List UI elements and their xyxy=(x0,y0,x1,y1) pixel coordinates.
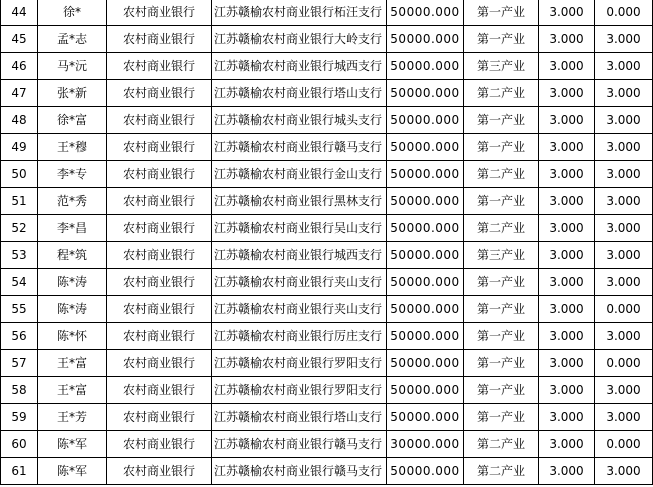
cell-value-1[interactable]: 3.000 xyxy=(539,161,595,188)
cell-bank-type[interactable]: 农村商业银行 xyxy=(107,296,212,323)
cell-row-number[interactable]: 57 xyxy=(1,350,38,377)
cell-bank-type[interactable]: 农村商业银行 xyxy=(107,404,212,431)
cell-amount[interactable]: 50000.000 xyxy=(387,242,464,269)
cell-bank-type[interactable]: 农村商业银行 xyxy=(107,269,212,296)
cell-bank-type[interactable]: 农村商业银行 xyxy=(107,134,212,161)
cell-amount[interactable]: 50000.000 xyxy=(387,53,464,80)
cell-bank-type[interactable]: 农村商业银行 xyxy=(107,53,212,80)
cell-masked-name[interactable]: 李*昌 xyxy=(38,215,107,242)
table-row[interactable] xyxy=(1,458,653,485)
cell-amount[interactable]: 50000.000 xyxy=(387,0,464,26)
table-row[interactable] xyxy=(1,107,653,134)
cell-amount[interactable]: 50000.000 xyxy=(387,26,464,53)
cell-bank-branch[interactable]: 江苏赣榆农村商业银行吴山支行 xyxy=(212,215,387,242)
cell-bank-type[interactable]: 农村商业银行 xyxy=(107,377,212,404)
cell-value-2[interactable]: 3.000 xyxy=(595,80,653,107)
cell-value-2[interactable]: 3.000 xyxy=(595,458,653,485)
table-row[interactable] xyxy=(1,269,653,296)
cell-bank-type[interactable]: 农村商业银行 xyxy=(107,323,212,350)
cell-row-number[interactable]: 50 xyxy=(1,161,38,188)
cell-value-2[interactable]: 3.000 xyxy=(595,188,653,215)
cell-amount[interactable]: 50000.000 xyxy=(387,377,464,404)
cell-value-2[interactable]: 0.000 xyxy=(595,296,653,323)
cell-value-1[interactable]: 3.000 xyxy=(539,269,595,296)
cell-value-1[interactable]: 3.000 xyxy=(539,134,595,161)
cell-masked-name[interactable]: 陈*军 xyxy=(38,458,107,485)
cell-bank-branch[interactable]: 江苏赣榆农村商业银行大岭支行 xyxy=(212,26,387,53)
cell-amount[interactable]: 50000.000 xyxy=(387,350,464,377)
cell-row-number[interactable]: 60 xyxy=(1,431,38,458)
table-row[interactable] xyxy=(1,53,653,80)
cell-value-2[interactable]: 3.000 xyxy=(595,107,653,134)
cell-masked-name[interactable]: 张*新 xyxy=(38,80,107,107)
table-row[interactable] xyxy=(1,161,653,188)
cell-row-number[interactable]: 47 xyxy=(1,80,38,107)
cell-masked-name[interactable]: 王*富 xyxy=(38,350,107,377)
cell-value-1[interactable]: 3.000 xyxy=(539,242,595,269)
cell-value-2[interactable]: 3.000 xyxy=(595,215,653,242)
cell-row-number[interactable]: 55 xyxy=(1,296,38,323)
cell-bank-branch[interactable]: 江苏赣榆农村商业银行夹山支行 xyxy=(212,296,387,323)
cell-value-2[interactable]: 3.000 xyxy=(595,134,653,161)
cell-row-number[interactable]: 52 xyxy=(1,215,38,242)
cell-industry[interactable]: 第一产业 xyxy=(464,188,539,215)
cell-amount[interactable]: 50000.000 xyxy=(387,296,464,323)
cell-bank-type[interactable]: 农村商业银行 xyxy=(107,242,212,269)
cell-value-1[interactable]: 3.000 xyxy=(539,0,595,26)
cell-industry[interactable]: 第三产业 xyxy=(464,242,539,269)
table-row[interactable] xyxy=(1,215,653,242)
cell-bank-type[interactable]: 农村商业银行 xyxy=(107,107,212,134)
table-row[interactable] xyxy=(1,296,653,323)
cell-bank-branch[interactable]: 江苏赣榆农村商业银行城西支行 xyxy=(212,53,387,80)
cell-industry[interactable]: 第二产业 xyxy=(464,431,539,458)
cell-masked-name[interactable]: 陈*涛 xyxy=(38,269,107,296)
cell-row-number[interactable]: 53 xyxy=(1,242,38,269)
table-row[interactable] xyxy=(1,134,653,161)
cell-value-2[interactable]: 3.000 xyxy=(595,242,653,269)
cell-row-number[interactable]: 59 xyxy=(1,404,38,431)
cell-amount[interactable]: 50000.000 xyxy=(387,458,464,485)
cell-industry[interactable]: 第二产业 xyxy=(464,80,539,107)
cell-bank-branch[interactable]: 江苏赣榆农村商业银行罗阳支行 xyxy=(212,350,387,377)
cell-amount[interactable]: 50000.000 xyxy=(387,188,464,215)
cell-industry[interactable]: 第二产业 xyxy=(464,161,539,188)
cell-row-number[interactable]: 51 xyxy=(1,188,38,215)
cell-value-1[interactable]: 3.000 xyxy=(539,188,595,215)
cell-industry[interactable]: 第一产业 xyxy=(464,404,539,431)
cell-row-number[interactable]: 49 xyxy=(1,134,38,161)
cell-bank-type[interactable]: 农村商业银行 xyxy=(107,161,212,188)
cell-masked-name[interactable]: 陈*涛 xyxy=(38,296,107,323)
cell-industry[interactable]: 第二产业 xyxy=(464,458,539,485)
table-row[interactable] xyxy=(1,26,653,53)
cell-bank-type[interactable]: 农村商业银行 xyxy=(107,188,212,215)
cell-value-1[interactable]: 3.000 xyxy=(539,215,595,242)
cell-value-1[interactable]: 3.000 xyxy=(539,431,595,458)
cell-value-1[interactable]: 3.000 xyxy=(539,296,595,323)
cell-value-1[interactable]: 3.000 xyxy=(539,377,595,404)
table-row[interactable] xyxy=(1,188,653,215)
table-row[interactable] xyxy=(1,80,653,107)
cell-value-1[interactable]: 3.000 xyxy=(539,107,595,134)
cell-value-1[interactable]: 3.000 xyxy=(539,350,595,377)
cell-bank-branch[interactable]: 江苏赣榆农村商业银行金山支行 xyxy=(212,161,387,188)
cell-value-2[interactable]: 0.000 xyxy=(595,350,653,377)
cell-masked-name[interactable]: 程*筑 xyxy=(38,242,107,269)
cell-bank-branch[interactable]: 江苏赣榆农村商业银行赣马支行 xyxy=(212,431,387,458)
cell-row-number[interactable]: 54 xyxy=(1,269,38,296)
cell-amount[interactable]: 30000.000 xyxy=(387,431,464,458)
cell-bank-type[interactable]: 农村商业银行 xyxy=(107,431,212,458)
cell-amount[interactable]: 50000.000 xyxy=(387,269,464,296)
cell-value-2[interactable]: 3.000 xyxy=(595,404,653,431)
cell-bank-type[interactable]: 农村商业银行 xyxy=(107,80,212,107)
cell-industry[interactable]: 第二产业 xyxy=(464,215,539,242)
cell-masked-name[interactable]: 陈*怀 xyxy=(38,323,107,350)
cell-industry[interactable]: 第一产业 xyxy=(464,323,539,350)
cell-bank-type[interactable]: 农村商业银行 xyxy=(107,26,212,53)
cell-amount[interactable]: 50000.000 xyxy=(387,134,464,161)
cell-amount[interactable]: 50000.000 xyxy=(387,404,464,431)
cell-amount[interactable]: 50000.000 xyxy=(387,80,464,107)
cell-value-1[interactable]: 3.000 xyxy=(539,53,595,80)
table-row[interactable] xyxy=(1,350,653,377)
cell-bank-branch[interactable]: 江苏赣榆农村商业银行黑林支行 xyxy=(212,188,387,215)
cell-bank-type[interactable]: 农村商业银行 xyxy=(107,350,212,377)
cell-industry[interactable]: 第一产业 xyxy=(464,107,539,134)
cell-bank-branch[interactable]: 江苏赣榆农村商业银行城西支行 xyxy=(212,242,387,269)
cell-row-number[interactable]: 58 xyxy=(1,377,38,404)
cell-masked-name[interactable]: 王*芳 xyxy=(38,404,107,431)
cell-row-number[interactable]: 56 xyxy=(1,323,38,350)
cell-row-number[interactable]: 44 xyxy=(1,0,38,26)
table-body xyxy=(1,0,653,485)
cell-bank-branch[interactable]: 江苏赣榆农村商业银行赣马支行 xyxy=(212,134,387,161)
cell-amount[interactable]: 50000.000 xyxy=(387,107,464,134)
cell-industry[interactable]: 第三产业 xyxy=(464,53,539,80)
cell-bank-type[interactable]: 农村商业银行 xyxy=(107,0,212,26)
cell-bank-branch[interactable]: 江苏赣榆农村商业银行赣马支行 xyxy=(212,458,387,485)
cell-amount[interactable]: 50000.000 xyxy=(387,323,464,350)
cell-value-1[interactable]: 3.000 xyxy=(539,458,595,485)
cell-row-number[interactable]: 48 xyxy=(1,107,38,134)
cell-value-1[interactable]: 3.000 xyxy=(539,26,595,53)
cell-value-2[interactable]: 3.000 xyxy=(595,269,653,296)
cell-masked-name[interactable]: 马*沅 xyxy=(38,53,107,80)
cell-industry[interactable]: 第一产业 xyxy=(464,26,539,53)
cell-amount[interactable]: 50000.000 xyxy=(387,215,464,242)
cell-row-number[interactable]: 45 xyxy=(1,26,38,53)
table-row[interactable] xyxy=(1,404,653,431)
cell-bank-branch[interactable]: 江苏赣榆农村商业银行塔山支行 xyxy=(212,404,387,431)
cell-row-number[interactable]: 46 xyxy=(1,53,38,80)
cell-value-1[interactable]: 3.000 xyxy=(539,404,595,431)
cell-value-1[interactable]: 3.000 xyxy=(539,80,595,107)
cell-masked-name[interactable]: 徐* xyxy=(38,0,107,26)
cell-value-2[interactable]: 3.000 xyxy=(595,53,653,80)
cell-bank-branch[interactable]: 江苏赣榆农村商业银行夹山支行 xyxy=(212,269,387,296)
cell-bank-branch[interactable]: 江苏赣榆农村商业银行厉庄支行 xyxy=(212,323,387,350)
cell-value-2[interactable]: 3.000 xyxy=(595,323,653,350)
table-row[interactable] xyxy=(1,0,653,26)
cell-bank-branch[interactable]: 江苏赣榆农村商业银行柘汪支行 xyxy=(212,0,387,26)
cell-bank-branch[interactable]: 江苏赣榆农村商业银行城头支行 xyxy=(212,107,387,134)
table-row[interactable] xyxy=(1,377,653,404)
table-row[interactable] xyxy=(1,323,653,350)
cell-masked-name[interactable]: 王*富 xyxy=(38,377,107,404)
cell-industry[interactable]: 第一产业 xyxy=(464,269,539,296)
cell-masked-name[interactable]: 陈*军 xyxy=(38,431,107,458)
cell-bank-type[interactable]: 农村商业银行 xyxy=(107,215,212,242)
cell-value-2[interactable]: 3.000 xyxy=(595,377,653,404)
cell-row-number[interactable]: 61 xyxy=(1,458,38,485)
cell-amount[interactable]: 50000.000 xyxy=(387,161,464,188)
cell-value-2[interactable]: 0.000 xyxy=(595,0,653,26)
cell-masked-name[interactable]: 王*穆 xyxy=(38,134,107,161)
cell-masked-name[interactable]: 徐*富 xyxy=(38,107,107,134)
cell-value-1[interactable]: 3.000 xyxy=(539,323,595,350)
cell-value-2[interactable]: 0.000 xyxy=(595,431,653,458)
cell-industry[interactable]: 第一产业 xyxy=(464,350,539,377)
cell-masked-name[interactable]: 孟*志 xyxy=(38,26,107,53)
cell-value-2[interactable]: 3.000 xyxy=(595,161,653,188)
cell-masked-name[interactable]: 李*专 xyxy=(38,161,107,188)
cell-value-2[interactable]: 3.000 xyxy=(595,26,653,53)
cell-masked-name[interactable]: 范*秀 xyxy=(38,188,107,215)
cell-bank-branch[interactable]: 江苏赣榆农村商业银行塔山支行 xyxy=(212,80,387,107)
table-row[interactable] xyxy=(1,431,653,458)
cell-industry[interactable]: 第一产业 xyxy=(464,296,539,323)
cell-bank-type[interactable]: 农村商业银行 xyxy=(107,458,212,485)
cell-industry[interactable]: 第一产业 xyxy=(464,0,539,26)
table-row[interactable] xyxy=(1,242,653,269)
cell-industry[interactable]: 第一产业 xyxy=(464,134,539,161)
cell-industry[interactable]: 第一产业 xyxy=(464,377,539,404)
cell-bank-branch[interactable]: 江苏赣榆农村商业银行罗阳支行 xyxy=(212,377,387,404)
